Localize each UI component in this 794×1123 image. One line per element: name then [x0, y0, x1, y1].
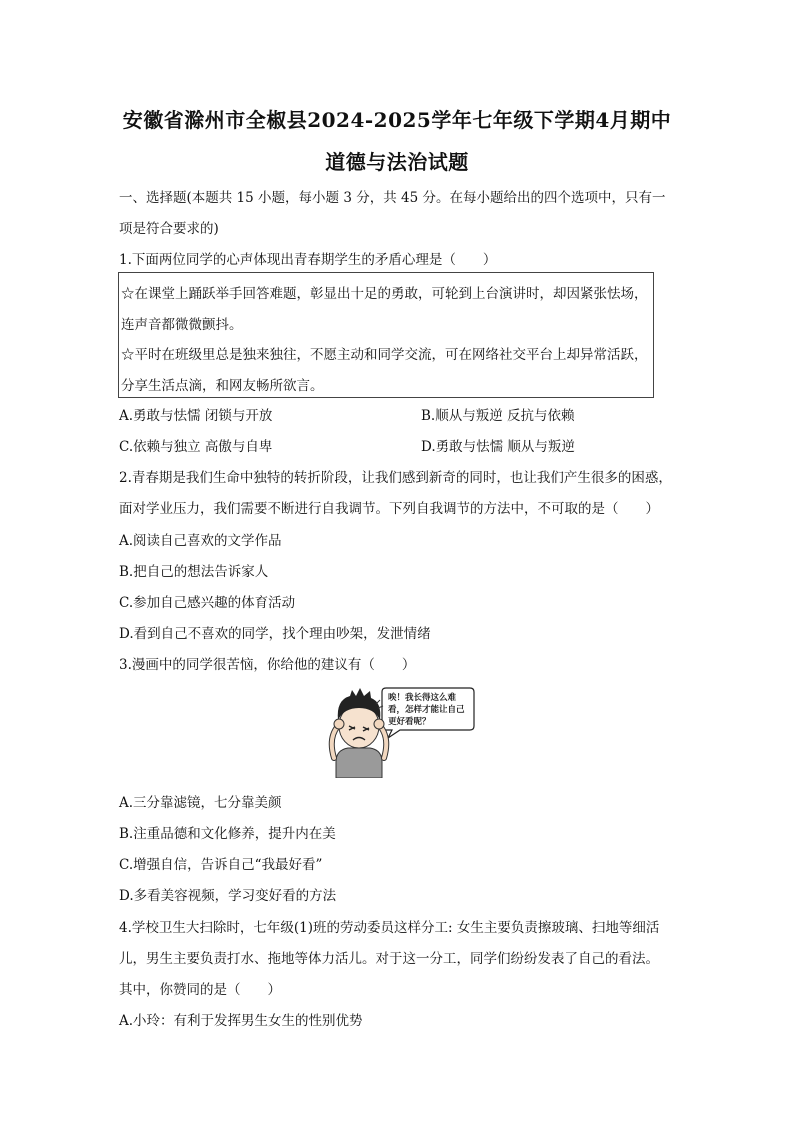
q4-stem-cont: 儿，男生主要负责打水、拖地等体力活儿。对于这一分工，同学们纷纷发表了自己的看法。 [119, 951, 659, 967]
q2-option-d: D.看到自己不喜欢的同学，找个理由吵架，发泄情绪 [119, 626, 431, 642]
q1-quote-line: 分享生活点滴，和网友畅所欲言。 [121, 378, 324, 394]
q4-stem: 4.学校卫生大扫除时，七年级(1)班的劳动委员这样分工: 女生主要负责擦玻璃、扫地等细活 [119, 920, 660, 936]
q1-quote-box [118, 272, 654, 398]
q1-option-c: C.依赖与独立 高傲与自卑 [119, 439, 273, 455]
q1-quote-line: ☆平时在班级里总是独来独往，不愿主动和同学交流，可在网络社交平台上却异常活跃， [121, 347, 648, 363]
q1-option-d: D.勇敢与怯懦 顺从与叛逆 [421, 439, 575, 455]
q1-stem: 1.下面两位同学的心声体现出青春期学生的矛盾心理是（ ） [119, 252, 497, 268]
q3-stem: 3.漫画中的同学很苦恼，你给他的建议有（ ） [119, 657, 416, 673]
q1-quote-line: ☆在课堂上踊跃举手回答难题，彰显出十足的勇敢，可轮到上台演讲时，却因紧张怯场， [121, 286, 648, 302]
q3-option-c: C.增强自信，告诉自己“我最好看” [119, 857, 323, 873]
section-heading-cont: 项是符合要求的) [119, 221, 219, 237]
q2-option-a: A.阅读自己喜欢的文学作品 [119, 533, 282, 549]
section-heading: 一、选择题(本题共 15 小题，每小题 3 分，共 45 分。在每小题给出的四个选项中，只有一 [119, 190, 666, 206]
q3-option-b: B.注重品德和文化修养，提升内在美 [119, 826, 336, 842]
q2-stem: 2.青春期是我们生命中独特的转折阶段，让我们感到新奇的同时，也让我们产生很多的困惑， [119, 470, 672, 486]
q2-stem-cont: 面对学业压力，我们需要不断进行自我调节。下列自我调节的方法中，不可取的是（ ） [119, 501, 659, 517]
q3-cartoon [326, 686, 476, 778]
q2-option-b: B.把自己的想法告诉家人 [119, 564, 269, 580]
q4-stem-cont: 其中，你赞同的是（ ） [119, 982, 281, 998]
exam-title: 安徽省滁州市全椒县2024-2025学年七年级下学期4月期中 [122, 108, 672, 132]
exam-subtitle: 道德与法治试题 [325, 150, 469, 174]
q1-quote-line: 连声音都微微颤抖。 [121, 317, 243, 333]
q2-option-c: C.参加自己感兴趣的体育活动 [119, 595, 296, 611]
q3-option-d: D.多看美容视频，学习变好看的方法 [119, 888, 337, 904]
q1-option-a: A.勇敢与怯懦 闭锁与开放 [119, 408, 273, 424]
q1-option-b: B.顺从与叛逆 反抗与依赖 [421, 408, 575, 424]
q3-option-a: A.三分靠滤镜，七分靠美颜 [119, 795, 282, 811]
q4-option-a: A.小玲：有利于发挥男生女生的性别优势 [119, 1013, 363, 1029]
speech-bubble-text: 唉！我长得这么难看，怎样才能让自己更好看呢？ [388, 693, 465, 727]
